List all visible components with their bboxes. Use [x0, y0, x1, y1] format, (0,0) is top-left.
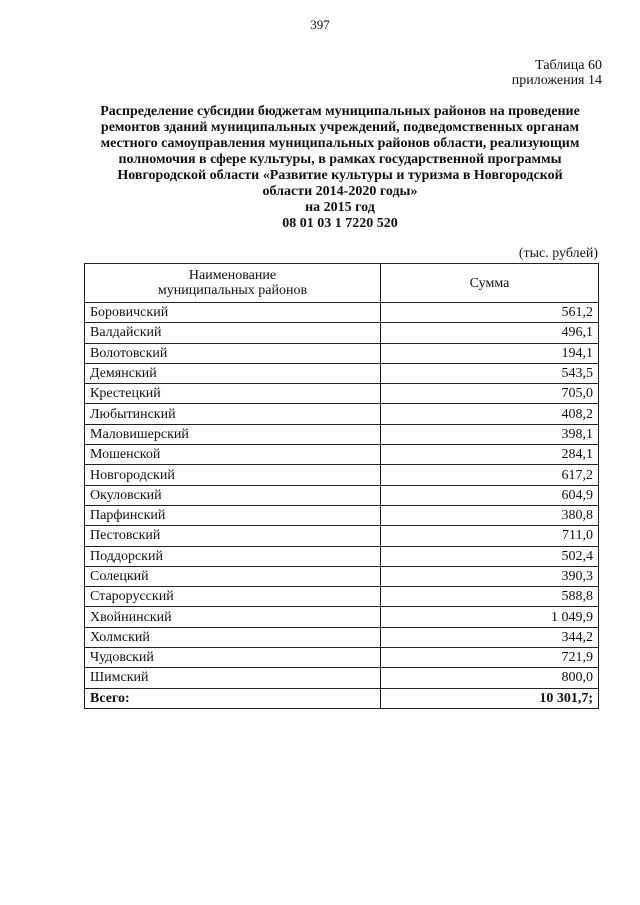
title-line: местного самоуправления муниципальных районов области, реализующим — [100, 136, 580, 151]
table-row — [85, 445, 599, 465]
district-sum: 502,4 — [381, 546, 599, 566]
budget-code: 08 01 03 1 7220 520 — [282, 216, 398, 231]
district-name: Демянский — [85, 363, 381, 383]
district-sum: 390,3 — [381, 566, 599, 586]
district-name: Любытинский — [85, 404, 381, 424]
district-sum: 711,0 — [381, 526, 599, 546]
district-name: Хвойнинский — [85, 607, 381, 627]
table-row — [85, 607, 599, 627]
table-row — [85, 566, 599, 586]
district-sum: 408,2 — [381, 404, 599, 424]
district-sum: 705,0 — [381, 384, 599, 404]
page-number: 397 — [310, 17, 330, 32]
table-row — [85, 648, 599, 668]
header-name-line1: Наименование — [188, 268, 277, 283]
total-sum: 10 301,7; — [381, 688, 599, 708]
table-row — [85, 485, 599, 505]
district-name: Поддорский — [85, 546, 381, 566]
table-row — [85, 587, 599, 607]
table-row — [85, 465, 599, 485]
title-line: Новгородской области «Развитие культуры и туризма в Новгородской — [117, 168, 563, 183]
district-name: Пестовский — [85, 526, 381, 546]
title-line: полномочия в сфере культуры, в рамках государственной программы — [118, 152, 562, 167]
district-sum: 604,9 — [381, 485, 599, 505]
table-row — [85, 323, 599, 343]
district-sum: 284,1 — [381, 445, 599, 465]
title-line: Распределение субсидии бюджетам муниципальных районов на проведение — [100, 104, 580, 119]
district-name: Волотовский — [85, 343, 381, 363]
district-name: Валдайский — [85, 323, 381, 343]
table-reference-line2: приложения 14 — [511, 73, 602, 88]
table-row — [85, 303, 599, 323]
table-row — [85, 668, 599, 688]
table-row — [85, 424, 599, 444]
table-header-row — [85, 264, 599, 303]
district-sum: 617,2 — [381, 465, 599, 485]
document-title — [70, 104, 610, 232]
units-label: (тыс. рублей) — [518, 246, 598, 261]
district-sum: 398,1 — [381, 424, 599, 444]
header-district-name — [85, 264, 381, 303]
district-sum: 194,1 — [381, 343, 599, 363]
budget-table — [84, 263, 599, 709]
district-name: Старорусский — [85, 587, 381, 607]
district-name: Шимский — [85, 668, 381, 688]
district-name: Новгородский — [85, 465, 381, 485]
table-row — [85, 526, 599, 546]
header-name-line2: муниципальных районов — [157, 283, 308, 298]
district-sum: 543,5 — [381, 363, 599, 383]
title-line: области 2014-2020 годы» — [262, 184, 418, 199]
district-name: Чудовский — [85, 648, 381, 668]
district-name: Окуловский — [85, 485, 381, 505]
title-year: на 2015 год — [305, 200, 375, 215]
district-sum: 561,2 — [381, 303, 599, 323]
table-row — [85, 363, 599, 383]
district-name: Маловишерский — [85, 424, 381, 444]
district-name: Солецкий — [85, 566, 381, 586]
table-row — [85, 384, 599, 404]
district-name: Холмский — [85, 627, 381, 647]
table-reference — [512, 58, 602, 88]
district-sum: 344,2 — [381, 627, 599, 647]
district-name: Мошенской — [85, 445, 381, 465]
table-row — [85, 343, 599, 363]
district-sum: 800,0 — [381, 668, 599, 688]
table-reference-line1: Таблица 60 — [535, 58, 602, 73]
district-sum: 721,9 — [381, 648, 599, 668]
district-sum: 496,1 — [381, 323, 599, 343]
district-name: Боровичский — [85, 303, 381, 323]
table-row — [85, 404, 599, 424]
district-sum: 1 049,9 — [381, 607, 599, 627]
district-name: Парфинский — [85, 505, 381, 525]
district-sum: 588,8 — [381, 587, 599, 607]
district-sum: 380,8 — [381, 505, 599, 525]
table-row — [85, 627, 599, 647]
total-label: Всего: — [85, 688, 381, 708]
header-sum: Сумма — [381, 264, 599, 303]
table-row — [85, 505, 599, 525]
district-name: Крестецкий — [85, 384, 381, 404]
table-row — [85, 546, 599, 566]
table-total-row — [85, 688, 599, 708]
table-body — [85, 303, 599, 689]
title-line: ремонтов зданий муниципальных учреждений, подведомственных органам — [100, 120, 580, 135]
